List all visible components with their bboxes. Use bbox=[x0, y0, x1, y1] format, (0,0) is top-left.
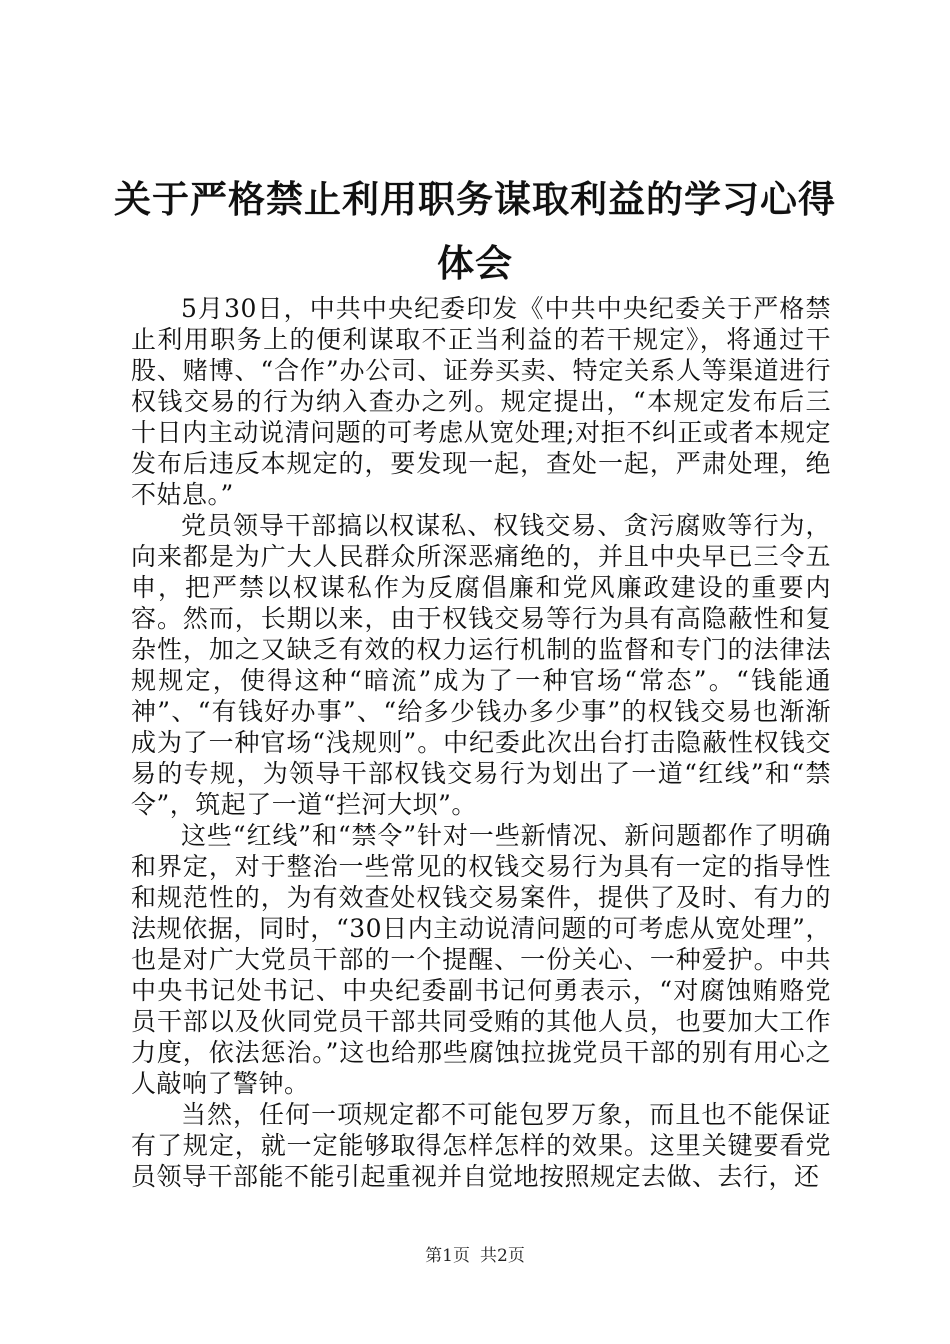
document-body bbox=[131, 293, 831, 1192]
paragraph: 党员领导干部搞以权谋私、权钱交易、贪污腐败等行为，向来都是为广大人民群众所深恶痛绝的，并且中央早已三令五申，把严禁以权谋私作为反腐倡廉和党风廉政建设的重要内容。然而，长期以来，由于权钱交易等行为具有高隐蔽性和复杂性，加之又缺乏有效的权力运行机制的监督和专门的法律法规规定，使得这种“暗流”成为了一种官场“常态”。“钱能通神”、“有钱好办事”、“给多少钱办多少事”的权钱交易也渐渐成为了一种官场“浅规则”。中纪委此次出台打击隐蔽性权钱交易的专规，为领导干部权钱交易行为划出了一道“红线”和“禁令”，筑起了一道“拦河大坝”。 bbox=[131, 511, 831, 819]
page-footer bbox=[0, 1245, 950, 1267]
page-number-total: 共2页 bbox=[480, 1246, 525, 1266]
paragraph: 5月30日，中共中央纪委印发《中共中央纪委关于严格禁止利用职务上的便利谋取不正当利益的若干规定》，将通过干股、赌博、“合作”办公司、证券买卖、特定关系人等渠道进行权钱交易的行为纳入查办之列。规定提出，“本规定发布后三十日内主动说清问题的可考虑从宽处理;对拒不纠正或者本规定发布后违反本规定的，要发现一起，查处一起，严肃处理，绝不姑息。” bbox=[131, 294, 831, 509]
paragraph: 当然，任何一项规定都不可能包罗万象，而且也不能保证有了规定，就一定能够取得怎样怎样的效果。这里关键要看党员领导干部能不能引起重视并自觉地按照规定去做、去行，还 bbox=[131, 1100, 831, 1191]
page-number-current: 第1页 bbox=[425, 1246, 470, 1266]
paragraph: 这些“红线”和“禁令”针对一些新情况、新问题都作了明确和界定，对于整治一些常见的权钱交易行为具有一定的指导性和规范性的，为有效查处权钱交易案件，提供了及时、有力的法规依据，同时，“30日内主动说清问题的可考虑从宽处理”，也是对广大党员干部的一个提醒、一份关心、一种爱护。中共中央书记处书记、中央纪委副书记何勇表示，“对腐蚀贿赂党员干部以及伙同党员干部共同受贿的其他人员，也要加大工作力度，依法惩治。”这也给那些腐蚀拉拢党员干部的别有用心之人敲响了警钟。 bbox=[131, 821, 831, 1098]
document-title: 关于严格禁止利用职务谋取利益的学习心得体会 bbox=[114, 178, 836, 285]
